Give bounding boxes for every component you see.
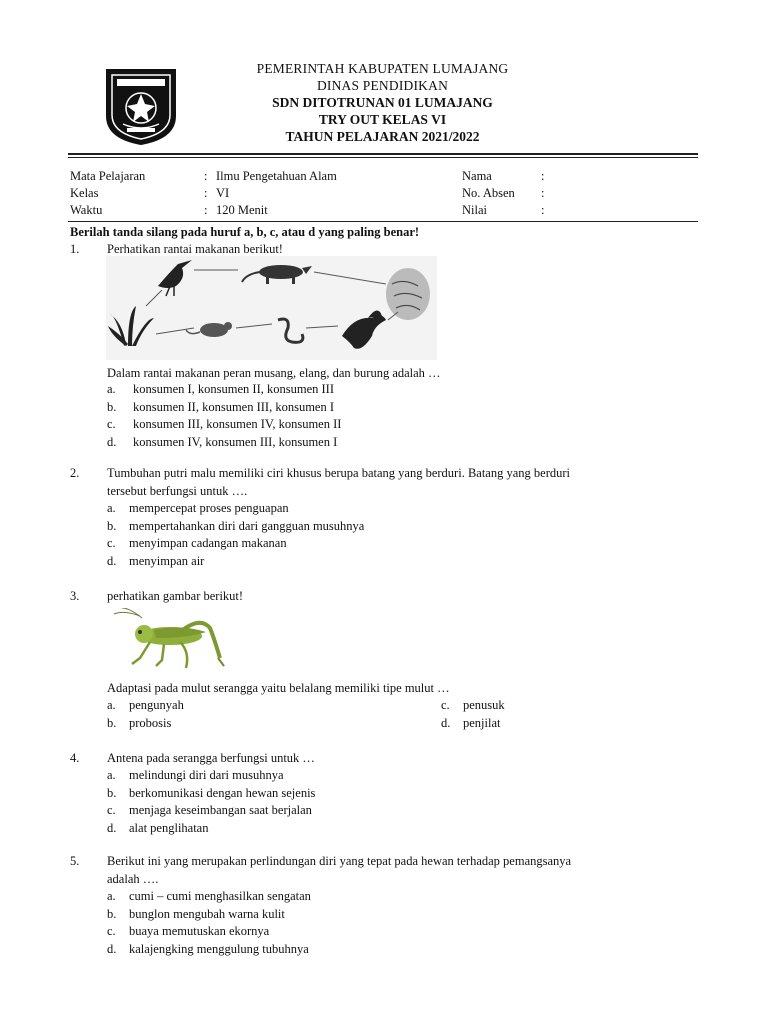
question-text-line2: adalah …. [107, 872, 159, 886]
food-chain-image [106, 256, 437, 360]
question-text-line2: tersebut berfungsi untuk …. [107, 484, 248, 498]
time-label: Waktu [70, 203, 103, 217]
question-5: 5. Berikut ini yang merupakan perlindungan diri yang tepat pada hewan terhadap pemangsanya adalah …. a. cumi – cumi menghasilkan sengatan b. bunglon mengubah warna kulit c. buaya memutuskan ekornya d. kalajengking menggulung tubuhnya [70, 853, 700, 963]
school-header [180, 60, 585, 145]
header-divider [68, 153, 698, 155]
decomposer-icon [386, 268, 430, 320]
question-2: 2. Tumbuhan putri malu memiliki ciri khusus berupa batang yang berduri. Batang yang berduri tersebut berfungsi untuk …. a. mempercepat proses penguapan b. mempertahankan diri dari gangguan musuhnya c. menyimpan cadangan makanan d. menyimpan air [70, 465, 700, 575]
question-text: Dalam rantai makanan peran musang, elang, dan burung adalah … [107, 366, 441, 380]
question-number: 4. [70, 751, 80, 765]
grasshopper-icon [110, 608, 228, 672]
question-3-body [70, 680, 700, 740]
class-value: VI [216, 186, 230, 200]
subject-label: Mata Pelajaran [70, 169, 146, 183]
info-row-class: Kelas : VI No. Absen : [70, 185, 700, 202]
option-d[interactable]: d. penjilat [441, 715, 501, 730]
question-intro: perhatikan gambar berikut! [107, 589, 244, 603]
option-a[interactable]: a. pengunyah c. penusuk [107, 697, 667, 715]
instruction-text: Berilah tanda silang pada huruf a, b, c, atau d yang paling benar! [70, 225, 420, 239]
class-label: Kelas [70, 186, 99, 200]
option-b[interactable]: b. probosis d. penjilat [107, 715, 667, 733]
info-divider [68, 221, 698, 222]
question-text: Adaptasi pada mulut serangga yaitu belalang memiliki tipe mulut … [107, 681, 450, 695]
options-list [107, 697, 667, 732]
question-4: 4. Antena pada serangga berfungsi untuk … a. melindungi diri dari musuhnya b. berkomunikasi dengan hewan sejenis c. menjaga keseimbangan saat berjalan d. alat penglihatan [70, 750, 700, 840]
regency-logo [103, 66, 179, 146]
score-label: Nilai [462, 203, 487, 217]
exam-info-table [70, 168, 700, 219]
question-text-line1: Berikut ini yang merupakan perlindungan diri yang tepat pada hewan terhadap pemangsanya [107, 854, 572, 868]
grasshopper-image [110, 608, 228, 672]
info-row-subject: Mata Pelajaran : Ilmu Pengetahuan Alam Nama : [70, 168, 700, 185]
time-value: 120 Menit [216, 203, 268, 217]
question-number: 5. [70, 854, 80, 868]
name-label: Nama [462, 169, 492, 183]
absen-label: No. Absen [462, 186, 515, 200]
food-chain-diagram [106, 256, 437, 360]
govt-name: PEMERINTAH KABUPATEN LUMAJANG [256, 61, 509, 76]
info-row-time: Waktu : 120 Menit Nilai : [70, 202, 700, 219]
question-number: 2. [70, 466, 80, 480]
question-1-body: Dalam rantai makanan peran musang, elang, dan burung adalah … a. konsumen I, konsumen II, konsumen III b. konsumen II, konsumen III, konsumen I c. konsumen III, konsumen IV, konsumen II d. konsumen IV, konsumen III, konsumen I [70, 365, 700, 455]
question-text-line1: Tumbuhan putri malu memiliki ciri khusus berupa batang yang berduri. Batang yang berduri [107, 466, 570, 480]
exam-title: TRY OUT KELAS VI [318, 112, 447, 127]
academic-year: TAHUN PELAJARAN 2021/2022 [285, 129, 480, 144]
question-text: Antena pada serangga berfungsi untuk … [107, 751, 315, 765]
header-divider-thin [68, 157, 698, 158]
school-name: SDN DITOTRUNAN 01 LUMAJANG [272, 95, 493, 110]
option-c[interactable]: c. penusuk [441, 698, 505, 712]
question-number: 1. [70, 242, 80, 256]
question-intro: Perhatikan rantai makanan berikut! [107, 242, 283, 256]
question-3 [70, 588, 700, 608]
department-name: DINAS PENDIDIKAN [316, 78, 449, 93]
question-number: 3. [70, 589, 80, 603]
shield-emblem-icon [103, 66, 179, 146]
subject-value: Ilmu Pengetahuan Alam [216, 169, 337, 183]
